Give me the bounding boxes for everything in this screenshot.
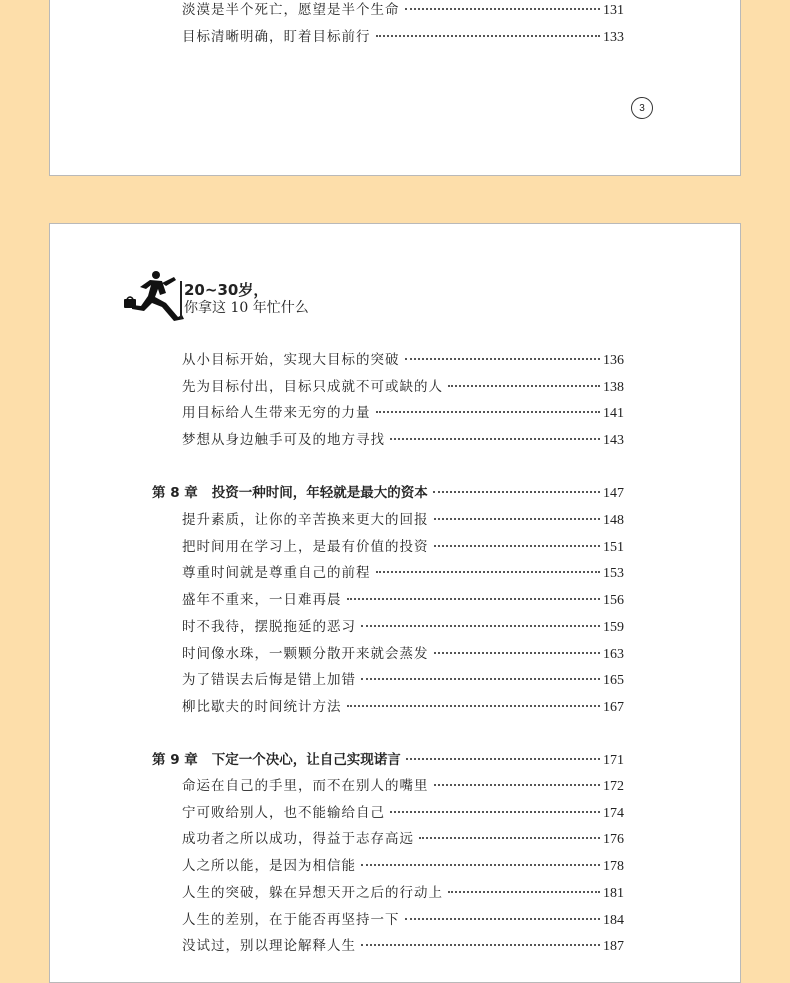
page-number-badge: 3 <box>631 97 653 119</box>
entry-title: 时间像水珠，一颗颗分散开来就会蒸发 <box>182 645 429 662</box>
page-number: 153 <box>603 566 624 582</box>
toc-entry <box>182 27 624 47</box>
chapter-title: 投资一种时间，年轻就是最大的资本 <box>211 485 428 501</box>
leader-dots <box>448 385 600 387</box>
page-number: 156 <box>603 593 624 609</box>
leader-dots <box>361 625 600 627</box>
leader-dots <box>405 358 601 360</box>
page-number: 143 <box>603 433 624 449</box>
leader-dots <box>347 705 601 707</box>
leader-dots <box>434 652 601 654</box>
page-number: 131 <box>603 3 624 18</box>
toc-entry <box>182 350 624 370</box>
leader-dots <box>347 598 601 600</box>
toc-entry <box>182 670 624 690</box>
entry-title: 为了错误去后悔是错上加错 <box>182 672 356 689</box>
leader-dots <box>376 35 601 37</box>
entry-title: 盛年不重来，一日难再晨 <box>182 592 342 609</box>
toc-entry <box>182 617 624 637</box>
toc-chapter <box>152 750 624 770</box>
page-number: 181 <box>603 885 624 901</box>
leader-dots <box>361 864 600 866</box>
page-number: 167 <box>603 699 624 715</box>
toc-entry <box>182 883 624 903</box>
leader-dots <box>406 758 600 760</box>
toc-entry <box>182 0 624 20</box>
entry-title: 从小目标开始，实现大目标的突破 <box>182 352 400 368</box>
page-number: 141 <box>603 406 624 422</box>
leader-dots <box>405 918 601 920</box>
toc-entry <box>182 856 624 876</box>
chapter-number: 第 9 章 <box>152 752 198 768</box>
page-number: 163 <box>603 646 624 662</box>
toc-entry <box>182 936 624 956</box>
page-number: 165 <box>603 673 624 689</box>
leader-dots <box>448 891 600 893</box>
leader-dots <box>390 811 600 813</box>
toc-entry <box>182 537 624 557</box>
page-number: 159 <box>603 619 624 635</box>
toc-entry <box>182 510 624 530</box>
page-number: 176 <box>603 832 624 848</box>
entry-title: 人之所以能，是因为相信能 <box>182 858 356 875</box>
book-title: 20~30岁， <box>184 281 269 299</box>
leader-dots <box>433 491 600 493</box>
page-number: 133 <box>603 29 624 45</box>
entry-title: 宁可败给别人，也不能输给自己 <box>182 804 385 821</box>
entry-title: 成功者之所以成功，得益于志存高远 <box>182 831 414 848</box>
entry-title: 人生的突破，躲在异想天开之后的行动上 <box>182 884 443 901</box>
entry-title: 人生的差别，在于能否再坚持一下 <box>182 911 400 928</box>
toc-entry <box>182 590 624 610</box>
leader-dots <box>361 944 600 946</box>
leader-dots <box>376 411 601 413</box>
page-number: 147 <box>603 486 624 501</box>
toc-entry <box>182 430 624 450</box>
running-businessman-icon <box>122 269 188 325</box>
entry-title: 梦想从身边触手可及的地方寻找 <box>182 432 385 449</box>
entry-title: 命运在自己的手里，而不在别人的嘴里 <box>182 778 429 794</box>
toc-entry <box>182 377 624 397</box>
page-number: 174 <box>603 805 624 821</box>
entry-title: 提升素质，让你的辛苦换来更大的回报 <box>182 512 429 528</box>
leader-dots <box>434 545 601 547</box>
entry-title: 尊重时间就是尊重自己的前程 <box>182 565 371 582</box>
toc-entry <box>182 403 624 423</box>
toc-entry <box>182 910 624 930</box>
entry-title: 没试过，别以理论解释人生 <box>182 938 356 955</box>
leader-dots <box>419 837 600 839</box>
page-number: 178 <box>603 859 624 875</box>
entry-title: 目标清晰明确，盯着目标前行 <box>182 28 371 45</box>
page-number: 151 <box>603 539 624 555</box>
leader-dots <box>405 8 601 10</box>
entry-title: 时不我待，摆脱拖延的恶习 <box>182 618 356 635</box>
book-subtitle: 你拿这 10 年忙什么 <box>184 300 309 316</box>
entry-title: 用目标给人生带来无穷的力量 <box>182 405 371 422</box>
toc-entry <box>182 829 624 849</box>
page-number: 172 <box>603 779 624 794</box>
page-number: 136 <box>603 353 624 368</box>
leader-dots <box>390 438 600 440</box>
toc-entry <box>182 776 624 796</box>
entry-title: 先为目标付出，目标只成就不可或缺的人 <box>182 378 443 395</box>
page-number: 138 <box>603 379 624 395</box>
toc-entry <box>182 803 624 823</box>
toc-chapter <box>152 483 624 503</box>
page-number: 184 <box>603 912 624 928</box>
header-divider <box>180 281 182 319</box>
toc-entry <box>182 644 624 664</box>
page-number: 187 <box>603 939 624 955</box>
entry-title: 柳比歇夫的时间统计方法 <box>182 698 342 715</box>
chapter-title: 下定一个决心，让自己实现诺言 <box>211 752 401 768</box>
chapter-number: 第 8 章 <box>152 485 198 501</box>
page-number: 148 <box>603 513 624 528</box>
toc-entry <box>182 697 624 717</box>
entry-title: 把时间用在学习上，是最有价值的投资 <box>182 538 429 555</box>
leader-dots <box>376 571 601 573</box>
leader-dots <box>434 518 601 520</box>
page-number: 171 <box>603 753 624 768</box>
entry-title: 淡漠是半个死亡，愿望是半个生命 <box>182 2 400 18</box>
leader-dots <box>434 784 601 786</box>
toc-entry <box>182 563 624 583</box>
leader-dots <box>361 678 600 680</box>
